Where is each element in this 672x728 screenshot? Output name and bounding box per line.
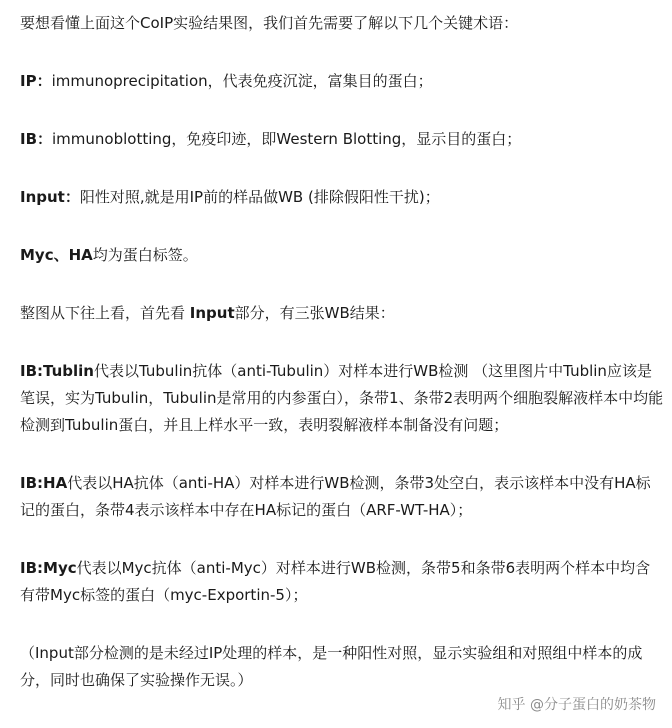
term-label: IP： — [20, 72, 52, 90]
result-desc: 代表以Myc抗体（anti-Myc）对样本进行WB检测，条带5和条带6表明两个样本中均含有带Myc标签的蛋白（myc-Exportin-5）； — [20, 559, 651, 604]
result-label: IB:Myc — [20, 559, 77, 577]
term-tags — [20, 242, 664, 269]
result-myc — [20, 555, 664, 609]
overview-text: 整图从下往上看，首先看 — [20, 304, 190, 322]
result-ha — [20, 470, 664, 524]
term-input — [20, 184, 664, 211]
result-desc: 代表以Tubulin抗体（anti-Tubulin）对样本进行WB检测 （这里图片中Tublin应该是笔误，实为Tubulin，Tubulin是常用的内参蛋白），条带1、条带2表明两个细胞裂解液样本中均能检测到Tubulin蛋白，并且上样水平一致，表明裂解液样本制备没有问题； — [20, 362, 664, 434]
note-paragraph: （Input部分检测的是未经过IP处理的样本，是一种阳性对照，显示实验组和对照组中样本的成分，同时也确保了实验操作无误。） — [20, 644, 643, 689]
overview-bold: Input — [189, 304, 235, 322]
intro-paragraph: 要想看懂上面这个CoIP实验结果图，我们首先需要了解以下几个关键术语： — [20, 14, 519, 32]
term-desc: immunoprecipitation，代表免疫沉淀，富集目的蛋白； — [51, 72, 433, 90]
term-label: IB： — [20, 130, 53, 148]
term-desc: immunoblotting，免疫印迹，即Western Blotting，显示目的蛋白； — [52, 130, 522, 148]
overview-text: 部分，有三张WB结果： — [234, 304, 395, 322]
result-label: IB:HA — [20, 474, 68, 492]
term-label: Input： — [20, 188, 80, 206]
result-label: IB:Tublin — [20, 362, 94, 380]
term-ip — [20, 68, 664, 95]
overview-paragraph — [20, 300, 664, 327]
result-desc: 代表以HA抗体（anti-HA）对样本进行WB检测，条带3处空白，表示该样本中没有HA标记的蛋白，条带4表示该样本中存在HA标记的蛋白（ARF-WT-HA）； — [20, 474, 651, 519]
result-tubulin — [20, 358, 664, 439]
term-label: Myc、HA — [20, 246, 93, 264]
term-desc: 均为蛋白标签。 — [92, 246, 198, 264]
article-body — [20, 10, 664, 694]
term-desc: 阳性对照,就是用IP前的样品做WB (排除假阳性干扰)； — [79, 188, 440, 206]
zhihu-watermark: 知乎 @分子蛋白的奶茶物 — [496, 694, 658, 714]
term-ib — [20, 126, 664, 153]
